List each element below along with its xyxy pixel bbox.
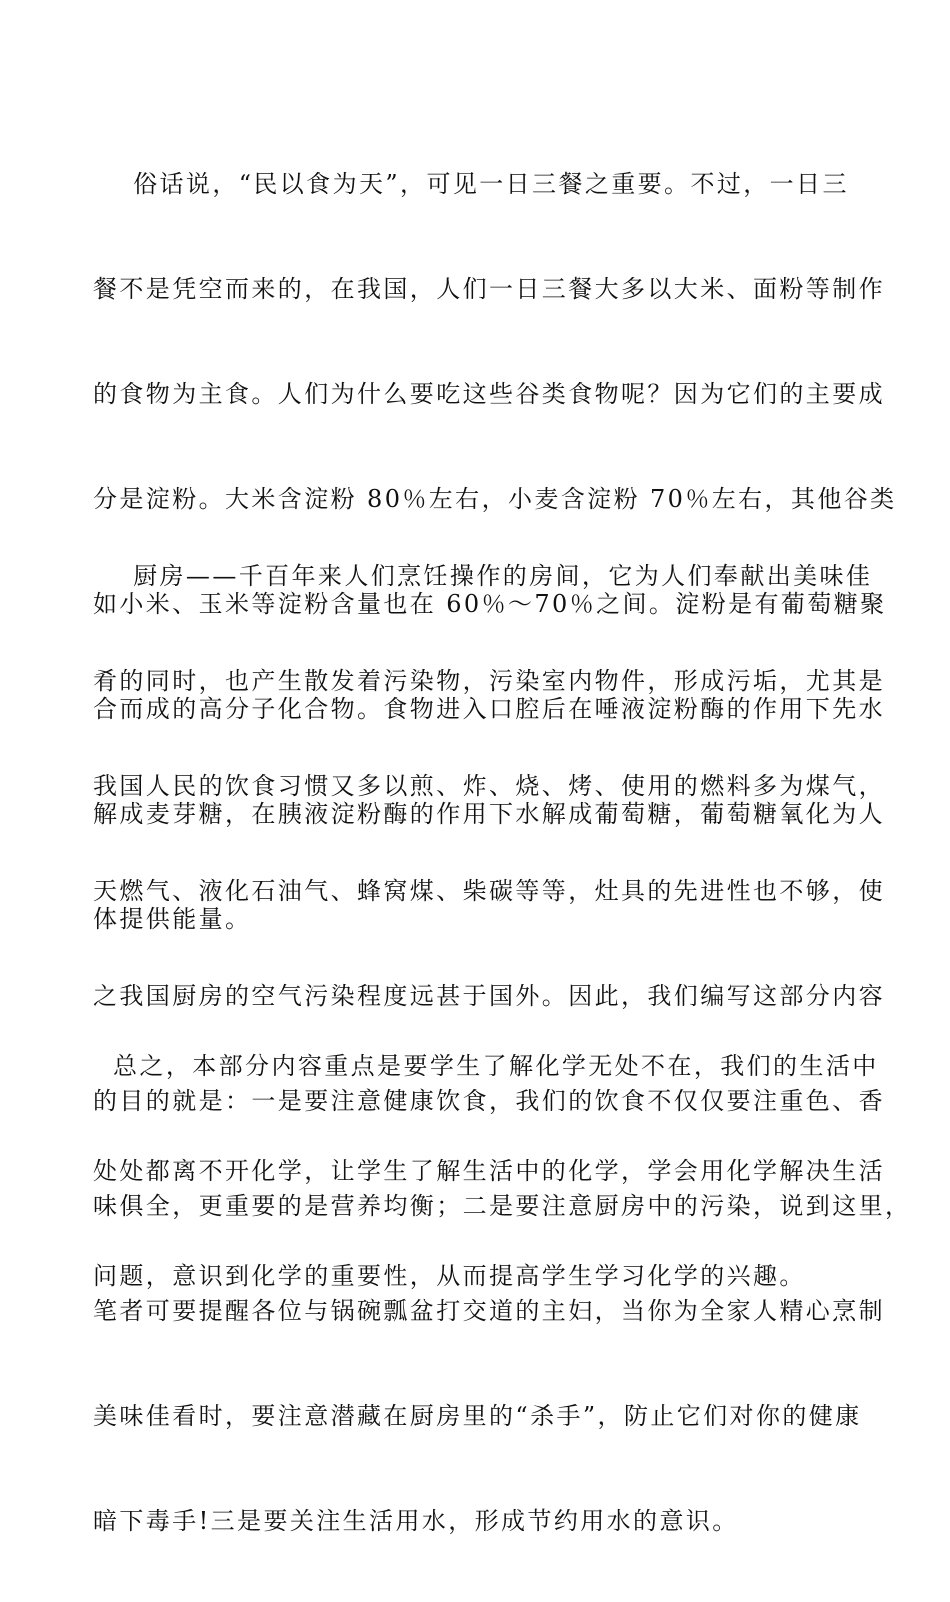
paragraph-line: 合而成的高分子化合物。食物进入口腔后在唾液淀粉酶的作用下先水 (93, 695, 885, 723)
paragraph-line: 笔者可要提醒各位与锅碗瓢盆打交道的主妇，当你为全家人精心烹制 (93, 1297, 885, 1325)
paragraph-line: 总之，本部分内容重点是要学生了解化学无处不在，我们的生活中 (93, 1052, 879, 1080)
paragraph-line: 肴的同时，也产生散发着污染物，污染室内物件，形成污垢，尤其是 (93, 667, 885, 695)
paragraph-line: 问题，意识到化学的重要性，从而提高学生学习化学的兴趣。 (93, 1262, 806, 1290)
paragraph-line: 我国人民的饮食习惯又多以煎、炸、烧、烤、使用的燃料多为煤气， (93, 772, 885, 800)
paragraph-line: 的目的就是：一是要注意健康饮食，我们的饮食不仅仅要注重色、香 (93, 1087, 885, 1115)
paragraph-line: 解成麦芽糖，在胰液淀粉酶的作用下水解成葡萄糖，葡萄糖氧化为人 (93, 800, 885, 828)
paragraph-summary (93, 986, 912, 1357)
paragraph-line: 美味佳看时，要注意潜藏在厨房里的“杀手”，防止它们对你的健康 (93, 1402, 862, 1430)
paragraph-line: 暗下毒手!三是要关注生活用水，形成节约用水的意识。 (93, 1507, 739, 1535)
paragraph-line: 之我国厨房的空气污染程度远甚于国外。因此，我们编写这部分内容 (93, 982, 885, 1010)
paragraph-line: 俗话说，“民以食为天”，可见一日三餐之重要。不过，一日三 (93, 170, 849, 198)
paragraph-line: 分是淀粉。大米含淀粉 80％左右，小麦含淀粉 70％左右，其他谷类 (93, 485, 897, 513)
paragraph-line: 处处都离不开化学，让学生了解生活中的化学，学会用化学解决生活 (93, 1157, 885, 1185)
paragraph-line: 天燃气、液化石油气、蜂窝煤、柴碳等等，灶具的先进性也不够，使 (93, 877, 885, 905)
paragraph-line: 味俱全，更重要的是营养均衡；二是要注意厨房中的污染，说到这里， (93, 1192, 912, 1220)
paragraph-line: 的食物为主食。人们为什么要吃这些谷类食物呢？因为它们的主要成 (93, 380, 885, 408)
paragraph-line: 如小米、玉米等淀粉含量也在 60％～70％之间。淀粉是有葡萄糖聚 (93, 590, 887, 618)
paragraph-line: 体提供能量。 (93, 905, 252, 933)
paragraph-line: 厨房——千百年来人们烹饪操作的房间，它为人们奉献出美味佳 (93, 562, 873, 590)
paragraph-line: 餐不是凭空而来的，在我国，人们一日三餐大多以大米、面粉等制作 (93, 275, 885, 303)
